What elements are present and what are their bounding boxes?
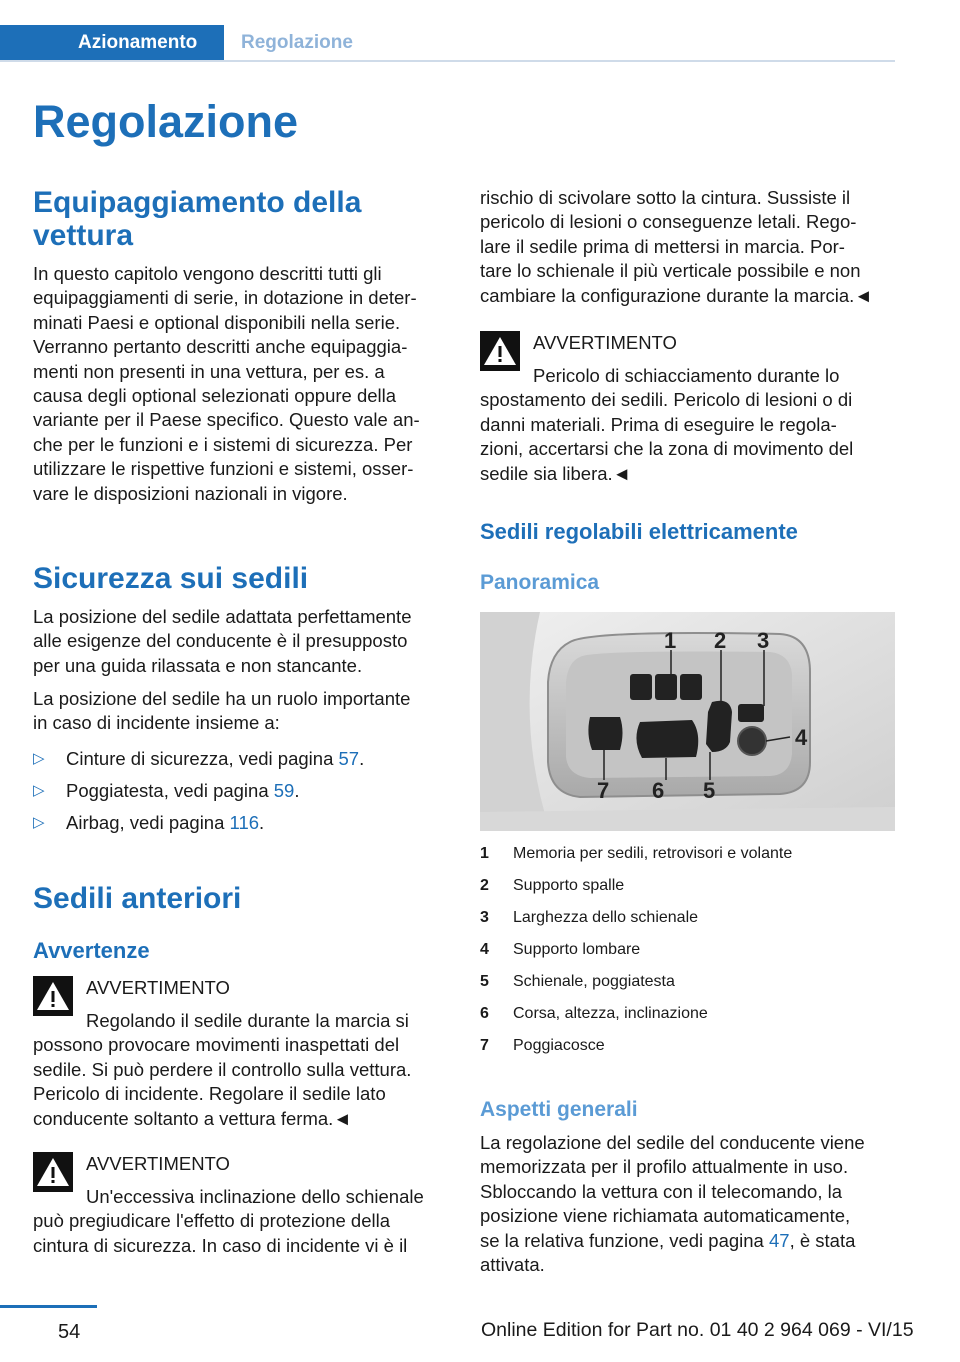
warning-title: AVVERTIMENTO — [86, 977, 230, 998]
triangle-bullet-icon: ▷ — [33, 750, 45, 767]
callout-1: 1 — [664, 628, 677, 653]
page-link-59[interactable]: 59 — [273, 780, 295, 801]
warning-triangle-icon — [33, 976, 73, 1016]
header-tabs — [0, 25, 895, 62]
callout-5: 5 — [703, 778, 716, 803]
page-link-116[interactable]: 116 — [229, 812, 260, 833]
warning-title: AVVERTIMENTO — [86, 1153, 230, 1174]
callout-2: 2 — [714, 628, 727, 653]
callout-3: 3 — [757, 628, 770, 653]
warning-title: AVVERTIMENTO — [533, 332, 677, 353]
safety-heading: Sicurezza sui sedili — [33, 562, 309, 595]
warning-triangle-icon — [33, 1152, 73, 1192]
callout-4: 4 — [795, 725, 808, 750]
triangle-bullet-icon: ▷ — [33, 782, 45, 799]
edition-footer: Online Edition for Part no. 01 40 2 964 069 - VI/15 — [481, 1319, 914, 1341]
page-title: Regolazione — [33, 96, 299, 147]
warning-triangle-icon — [480, 331, 520, 371]
general-heading: Aspetti generali — [480, 1098, 638, 1121]
electric-seats-heading: Sedili regolabili elettricamente — [480, 519, 798, 544]
page-number: 54 — [58, 1321, 81, 1343]
overview-heading: Panoramica — [480, 571, 600, 594]
seat-controls-photo — [480, 612, 895, 831]
notes-heading: Avvertenze — [33, 938, 150, 963]
tab-azionamento[interactable]: Azionamento — [0, 25, 224, 60]
tab-regolazione[interactable]: Regolazione — [241, 32, 353, 53]
page-link-47[interactable]: 47 — [769, 1229, 790, 1251]
callout-7: 7 — [597, 778, 610, 803]
page-link-57[interactable]: 57 — [338, 748, 360, 769]
callout-6: 6 — [652, 778, 665, 803]
equipment-heading: Equipaggiamento della vettura — [33, 186, 362, 252]
footer-rule — [0, 1305, 97, 1308]
triangle-bullet-icon: ▷ — [33, 814, 45, 831]
front-seats-heading: Sedili anteriori — [33, 882, 242, 915]
